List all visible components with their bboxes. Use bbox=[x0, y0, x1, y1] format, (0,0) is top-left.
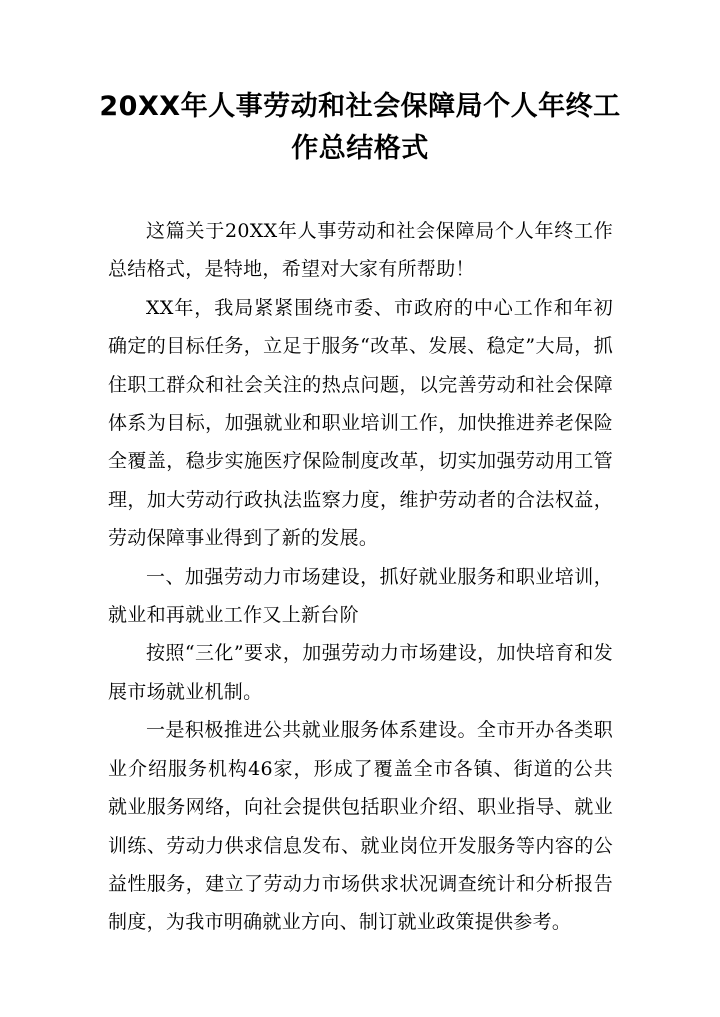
paragraph-intro: 这篇关于20XX年人事劳动和社会保障局个人年终工作总结格式，是特地，希望对大家有所帮助！ bbox=[108, 220, 613, 281]
paragraph-public-service: 一是积极推进公共就业服务体系建设。全市开办各类职业介绍服务机构46家，形成了覆盖全市各镇、街道的公共就业服务网络，向社会提供包括职业介绍、职业指导、就业训练、劳动力供求信息发布、就业岗位开发服务等内容的公益性服务，建立了劳动力市场供求状况调查统计和分析报告制度，为我市明确就业方向、制订就业政策提供参考。 bbox=[108, 719, 613, 934]
document-body bbox=[108, 212, 613, 942]
document-title: 20XX年人事劳动和社会保障局个人年终工作总结格式 bbox=[99, 91, 621, 164]
section-heading-1: 一、加强劳动力市场建设，抓好就业服务和职业培训，就业和再就业工作又上新台阶 bbox=[108, 565, 613, 627]
paragraph-overview: XX年，我局紧紧围绕市委、市政府的中心工作和年初确定的目标任务，立足于服务“改革、发展、稳定”大局，抓住职工群众和社会关注的热点问题，以完善劳动和社会保障体系为目标，加强就业和职业培训工作，加快推进养老保险全覆盖，稳步实施医疗保险制度改革，切实加强劳动用工管理，加大劳动行政执法监察力度，维护劳动者的合法权益，劳动保障事业得到了新的发展。 bbox=[108, 296, 613, 550]
paragraph-requirements: 按照“三化”要求，加强劳动力市场建设，加快培育和发展市场就业机制。 bbox=[108, 642, 613, 703]
